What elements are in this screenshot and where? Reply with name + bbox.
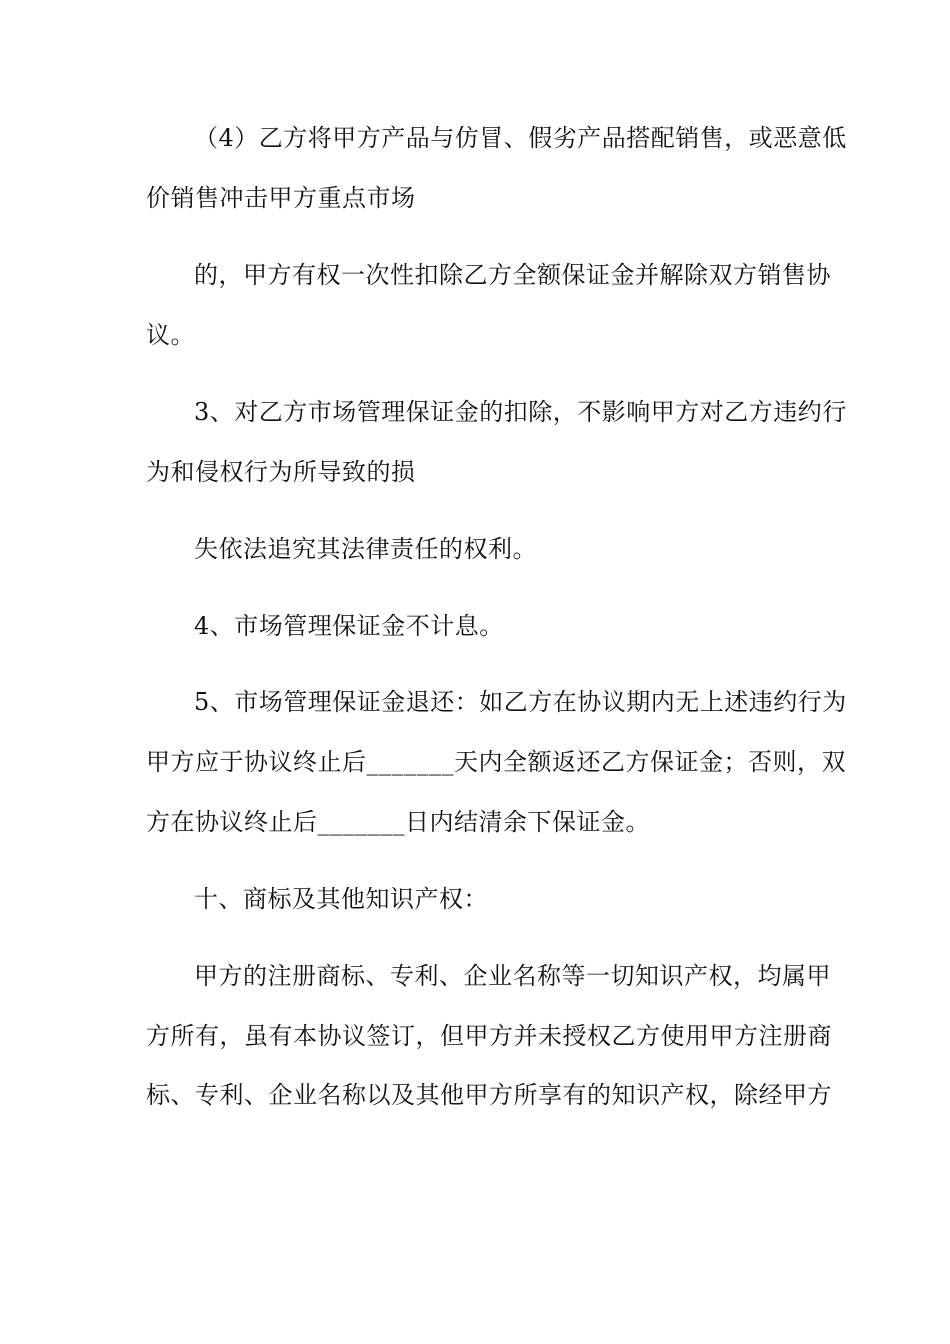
text-line: 3、对乙方市场管理保证金的扣除，不影响甲方对乙方违约行 <box>194 398 847 426</box>
text-line: 议。 <box>146 321 195 349</box>
text-line: （4）乙方将甲方产品与仿冒、假劣产品搭配销售，或恶意低 <box>194 124 847 152</box>
text-line: 方所有，虽有本协议签订，但甲方并未授权乙方使用甲方注册商 <box>146 1022 832 1050</box>
text-line: 十、商标及其他知识产权： <box>194 885 488 913</box>
text-line: 5、市场管理保证金退还：如乙方在协议期内无上述违约行为 <box>194 688 847 716</box>
text-line: 标、专利、企业名称以及其他甲方所享有的知识产权，除经甲方 <box>146 1081 832 1109</box>
text-line: 的，甲方有权一次性扣除乙方全额保证金并解除双方销售协 <box>194 261 831 289</box>
text-line: 4、市场管理保证金不计息。 <box>194 612 504 640</box>
text-line: 甲方应于协议终止后_______天内全额返还乙方保证金；否则，双 <box>146 748 846 776</box>
text-line: 甲方的注册商标、专利、企业名称等一切知识产权，均属甲 <box>194 962 831 990</box>
text-line: 方在协议终止后_______日内结清余下保证金。 <box>146 808 650 836</box>
text-line: 为和侵权行为所导致的损 <box>146 458 416 486</box>
text-line: 失依法追究其法律责任的权利。 <box>194 535 537 563</box>
text-line: 价销售冲击甲方重点市场 <box>146 184 416 212</box>
